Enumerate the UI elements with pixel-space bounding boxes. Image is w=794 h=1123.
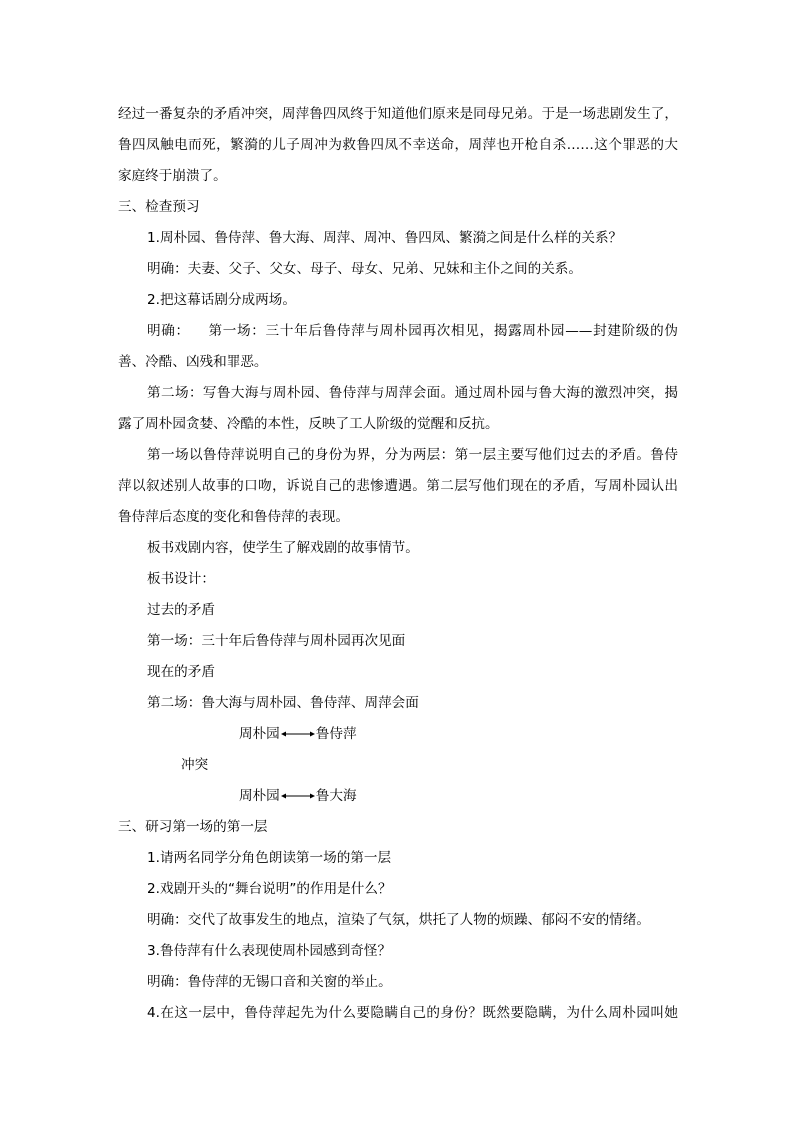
double-arrow-icon — [281, 729, 315, 739]
question-relations: 1.周朴园、鲁侍萍、鲁大海、周萍、周冲、鲁四凤、繁漪之间是什么样的关系？ — [147, 230, 623, 246]
board-design-title: 板书设计： — [147, 571, 215, 587]
study-question-4: 4.在这一层中，鲁侍萍起先为什么要隐瞒自己的身份？既然要隐瞒，为什么周朴园叫她 — [147, 1005, 678, 1021]
board-present-conflict: 现在的矛盾 — [147, 664, 215, 680]
intro-line-1: 经过一番复杂的矛盾冲突，周萍鲁四凤终于知道他们原来是同母兄弟。于是一场悲剧发生了， — [118, 106, 678, 122]
study-answer-2: 明确：交代了故事发生的地点，渲染了气氛，烘托了人物的烦躁、郁闷不安的情绪。 — [147, 912, 650, 928]
question-divide-scenes: 2.把这幕话剧分成两场。 — [147, 292, 296, 308]
board-pair-1 — [239, 726, 357, 742]
scene2-desc-line-2: 露了周朴园贪婪、冷酷的本性，反映了工人阶级的觉醒和反抗。 — [118, 416, 499, 432]
section-heading-check-preview: 三、检查预习 — [118, 199, 200, 215]
scene1-desc-line-3: 鲁侍萍后态度的变化和鲁侍萍的表现。 — [118, 509, 350, 525]
study-question-3: 3.鲁侍萍有什么表现使周朴园感到奇怪？ — [147, 943, 392, 959]
pair1-right: 鲁侍萍 — [315, 726, 357, 742]
double-arrow-icon — [281, 791, 315, 801]
answer-scene1-text: 第一场：三十年后鲁侍萍与周朴园再次相见，揭露周朴园——封建阶级的伪 — [207, 323, 679, 339]
board-scene1: 第一场：三十年后鲁侍萍与周朴园再次见面 — [147, 633, 406, 649]
board-conflict-label: 冲突 — [181, 757, 209, 773]
study-question-1: 1.请两名同学分角色朗读第一场的第一层 — [147, 850, 392, 866]
answer-scenes-line-1 — [147, 323, 678, 339]
study-question-2: 2.戏剧开头的“舞台说明”的作用是什么？ — [147, 881, 392, 897]
intro-line-2: 鲁四凤触电而死，繁漪的儿子周冲为救鲁四凤不幸送命，周萍也开枪自杀……这个罪恶的大 — [118, 137, 678, 153]
intro-line-3: 家庭终于崩溃了。 — [118, 168, 227, 184]
pair1-left: 周朴园 — [239, 726, 280, 742]
board-content-note: 板书戏剧内容，使学生了解戏剧的故事情节。 — [147, 540, 419, 556]
study-answer-3: 明确：鲁侍萍的无锡口音和关窗的举止。 — [147, 974, 392, 990]
board-scene2: 第二场：鲁大海与周朴园、鲁侍萍、周萍会面 — [147, 695, 419, 711]
pair2-right: 鲁大海 — [315, 788, 357, 804]
answer-relations: 明确：夫妻、父子、父女、母子、母女、兄弟、兄妹和主仆之间的关系。 — [147, 261, 582, 277]
section-heading-study-scene1: 三、研习第一场的第一层 — [118, 819, 268, 835]
answer-label: 明确： — [147, 323, 190, 339]
pair2-left: 周朴园 — [239, 788, 280, 804]
scene1-desc-line-2: 萍以叙述别人故事的口吻，诉说自己的悲惨遭遇。第二层写他们现在的矛盾，写周朴园认出 — [118, 478, 678, 494]
board-past-conflict: 过去的矛盾 — [147, 602, 215, 618]
answer-scenes-line-2: 善、冷酷、凶残和罪恶。 — [118, 354, 268, 370]
board-pair-2 — [239, 788, 357, 804]
scene1-desc-line-1: 第一场以鲁侍萍说明自己的身份为界，分为两层：第一层主要写他们过去的矛盾。鲁侍 — [147, 447, 678, 463]
scene2-desc-line-1: 第二场：写鲁大海与周朴园、鲁侍萍与周萍会面。通过周朴园与鲁大海的激烈冲突，揭 — [147, 385, 678, 401]
